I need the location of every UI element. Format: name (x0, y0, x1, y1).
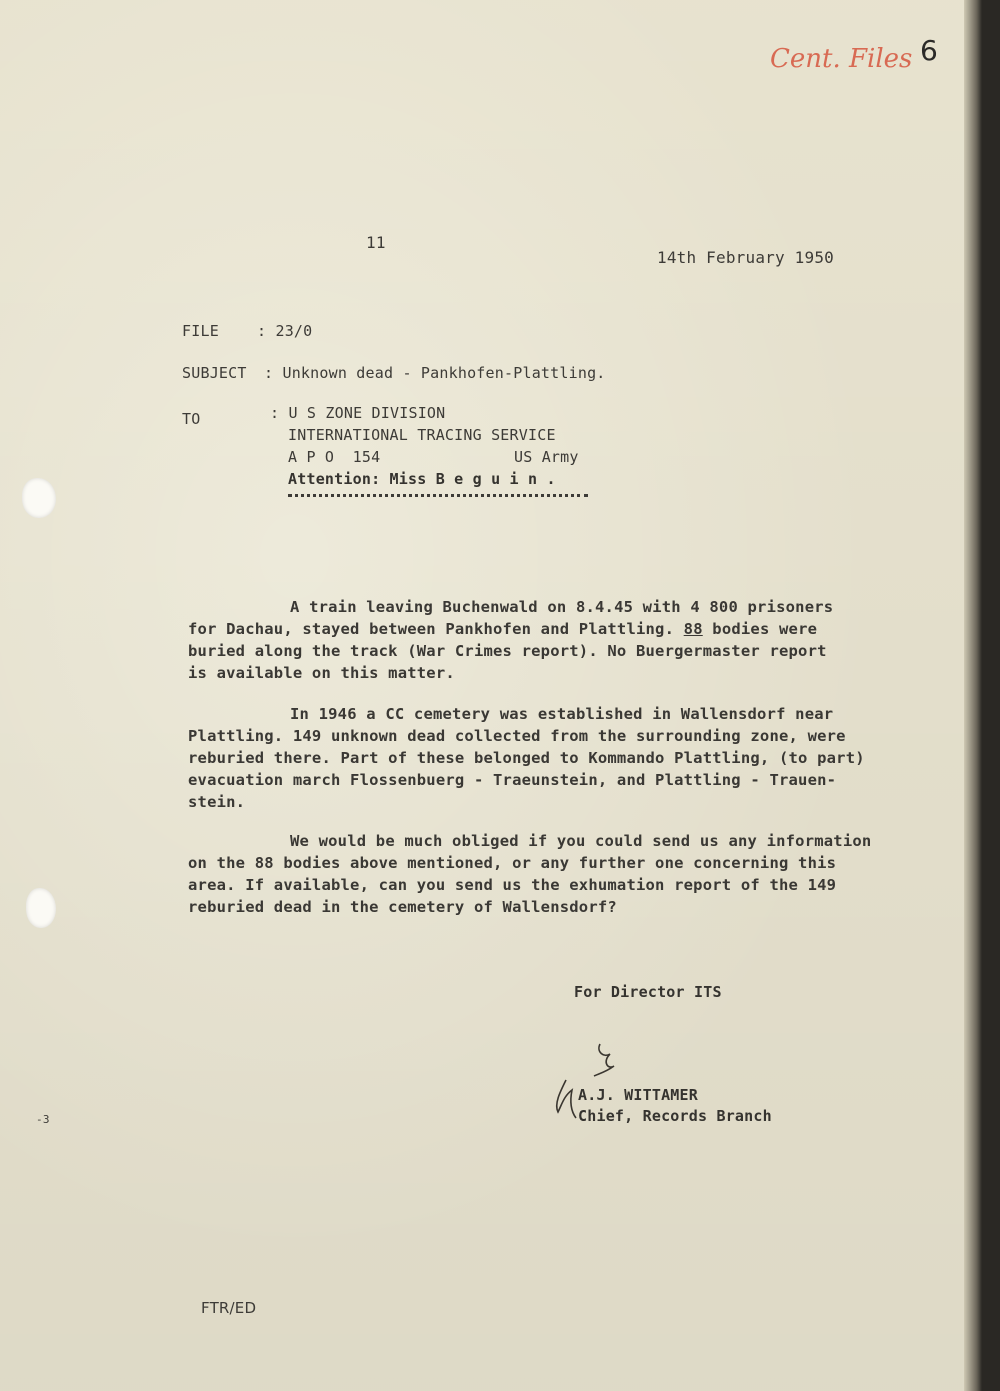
reference-initials: FTR/ED (201, 1299, 257, 1317)
paragraph-2-line-5: stein. (188, 793, 246, 811)
paragraph-3-line-4: reburied dead in the cemetery of Wallensdorf? (188, 898, 617, 916)
file-value: : 23/0 (257, 322, 313, 340)
document-number: 11 (366, 233, 386, 252)
to-label: TO (182, 410, 201, 428)
paragraph-2-line-3: reburied there. Part of these belonged to Kommando Plattling, (to part) (188, 749, 865, 767)
paragraph-3-line-2: on the 88 bodies above mentioned, or any further one concerning this (188, 854, 837, 872)
to-line-army: US Army (514, 448, 579, 466)
paragraph-1-line-1: A train leaving Buchenwald on 8.4.45 with 4 800 prisoners (290, 598, 834, 616)
to-line-apo: A P O 154 (288, 448, 381, 466)
to-line-attention: Attention: Miss B e g u i n . (288, 470, 556, 488)
page-number: 6 (920, 34, 939, 67)
signature-title: Chief, Records Branch (578, 1107, 772, 1125)
paragraph-1-line-3: buried along the track (War Crimes report). No Buergermaster report (188, 642, 827, 660)
underlined-number: 88 (683, 620, 703, 638)
paragraph-1-line-2 (188, 618, 817, 641)
paragraph-1-line-2-end: bodies were (702, 620, 818, 638)
punch-hole-bottom (26, 888, 56, 928)
paragraph-2-line-4: evacuation march Flossenbuerg - Traeunstein, and Plattling - Trauen- (188, 771, 837, 789)
paragraph-2-line-2: Plattling. 149 unknown dead collected from the surrounding zone, were (188, 727, 846, 745)
signature-name: A.J. WITTAMER (578, 1086, 698, 1104)
paragraph-3-line-3: area. If available, can you send us the exhumation report of the 149 (188, 876, 837, 894)
paragraph-3-line-1: We would be much obliged if you could send us any information (290, 832, 872, 850)
margin-mark: -3 (36, 1113, 50, 1126)
to-line-division: : U S ZONE DIVISION (270, 404, 446, 422)
paragraph-1-line-4: is available on this matter. (188, 664, 455, 682)
paragraph-1-line-2-text: for Dachau, stayed between Pankhofen and Plattling. (188, 620, 675, 638)
file-label: FILE (182, 322, 219, 340)
page-edge-shadow (964, 0, 982, 1391)
subject-value: : Unknown dead - Pankhofen-Plattling. (264, 364, 606, 382)
document-date: 14th February 1950 (657, 248, 834, 267)
signature-for: For Director ITS (574, 983, 722, 1001)
paragraph-2-line-1: In 1946 a CC cemetery was established in Wallensdorf near (290, 705, 834, 723)
to-line-its: INTERNATIONAL TRACING SERVICE (288, 426, 556, 444)
address-rule (288, 494, 588, 497)
punch-hole-top (22, 478, 56, 518)
subject-label: SUBJECT (182, 364, 247, 382)
handwritten-annotation: Cent. Files (770, 44, 913, 74)
